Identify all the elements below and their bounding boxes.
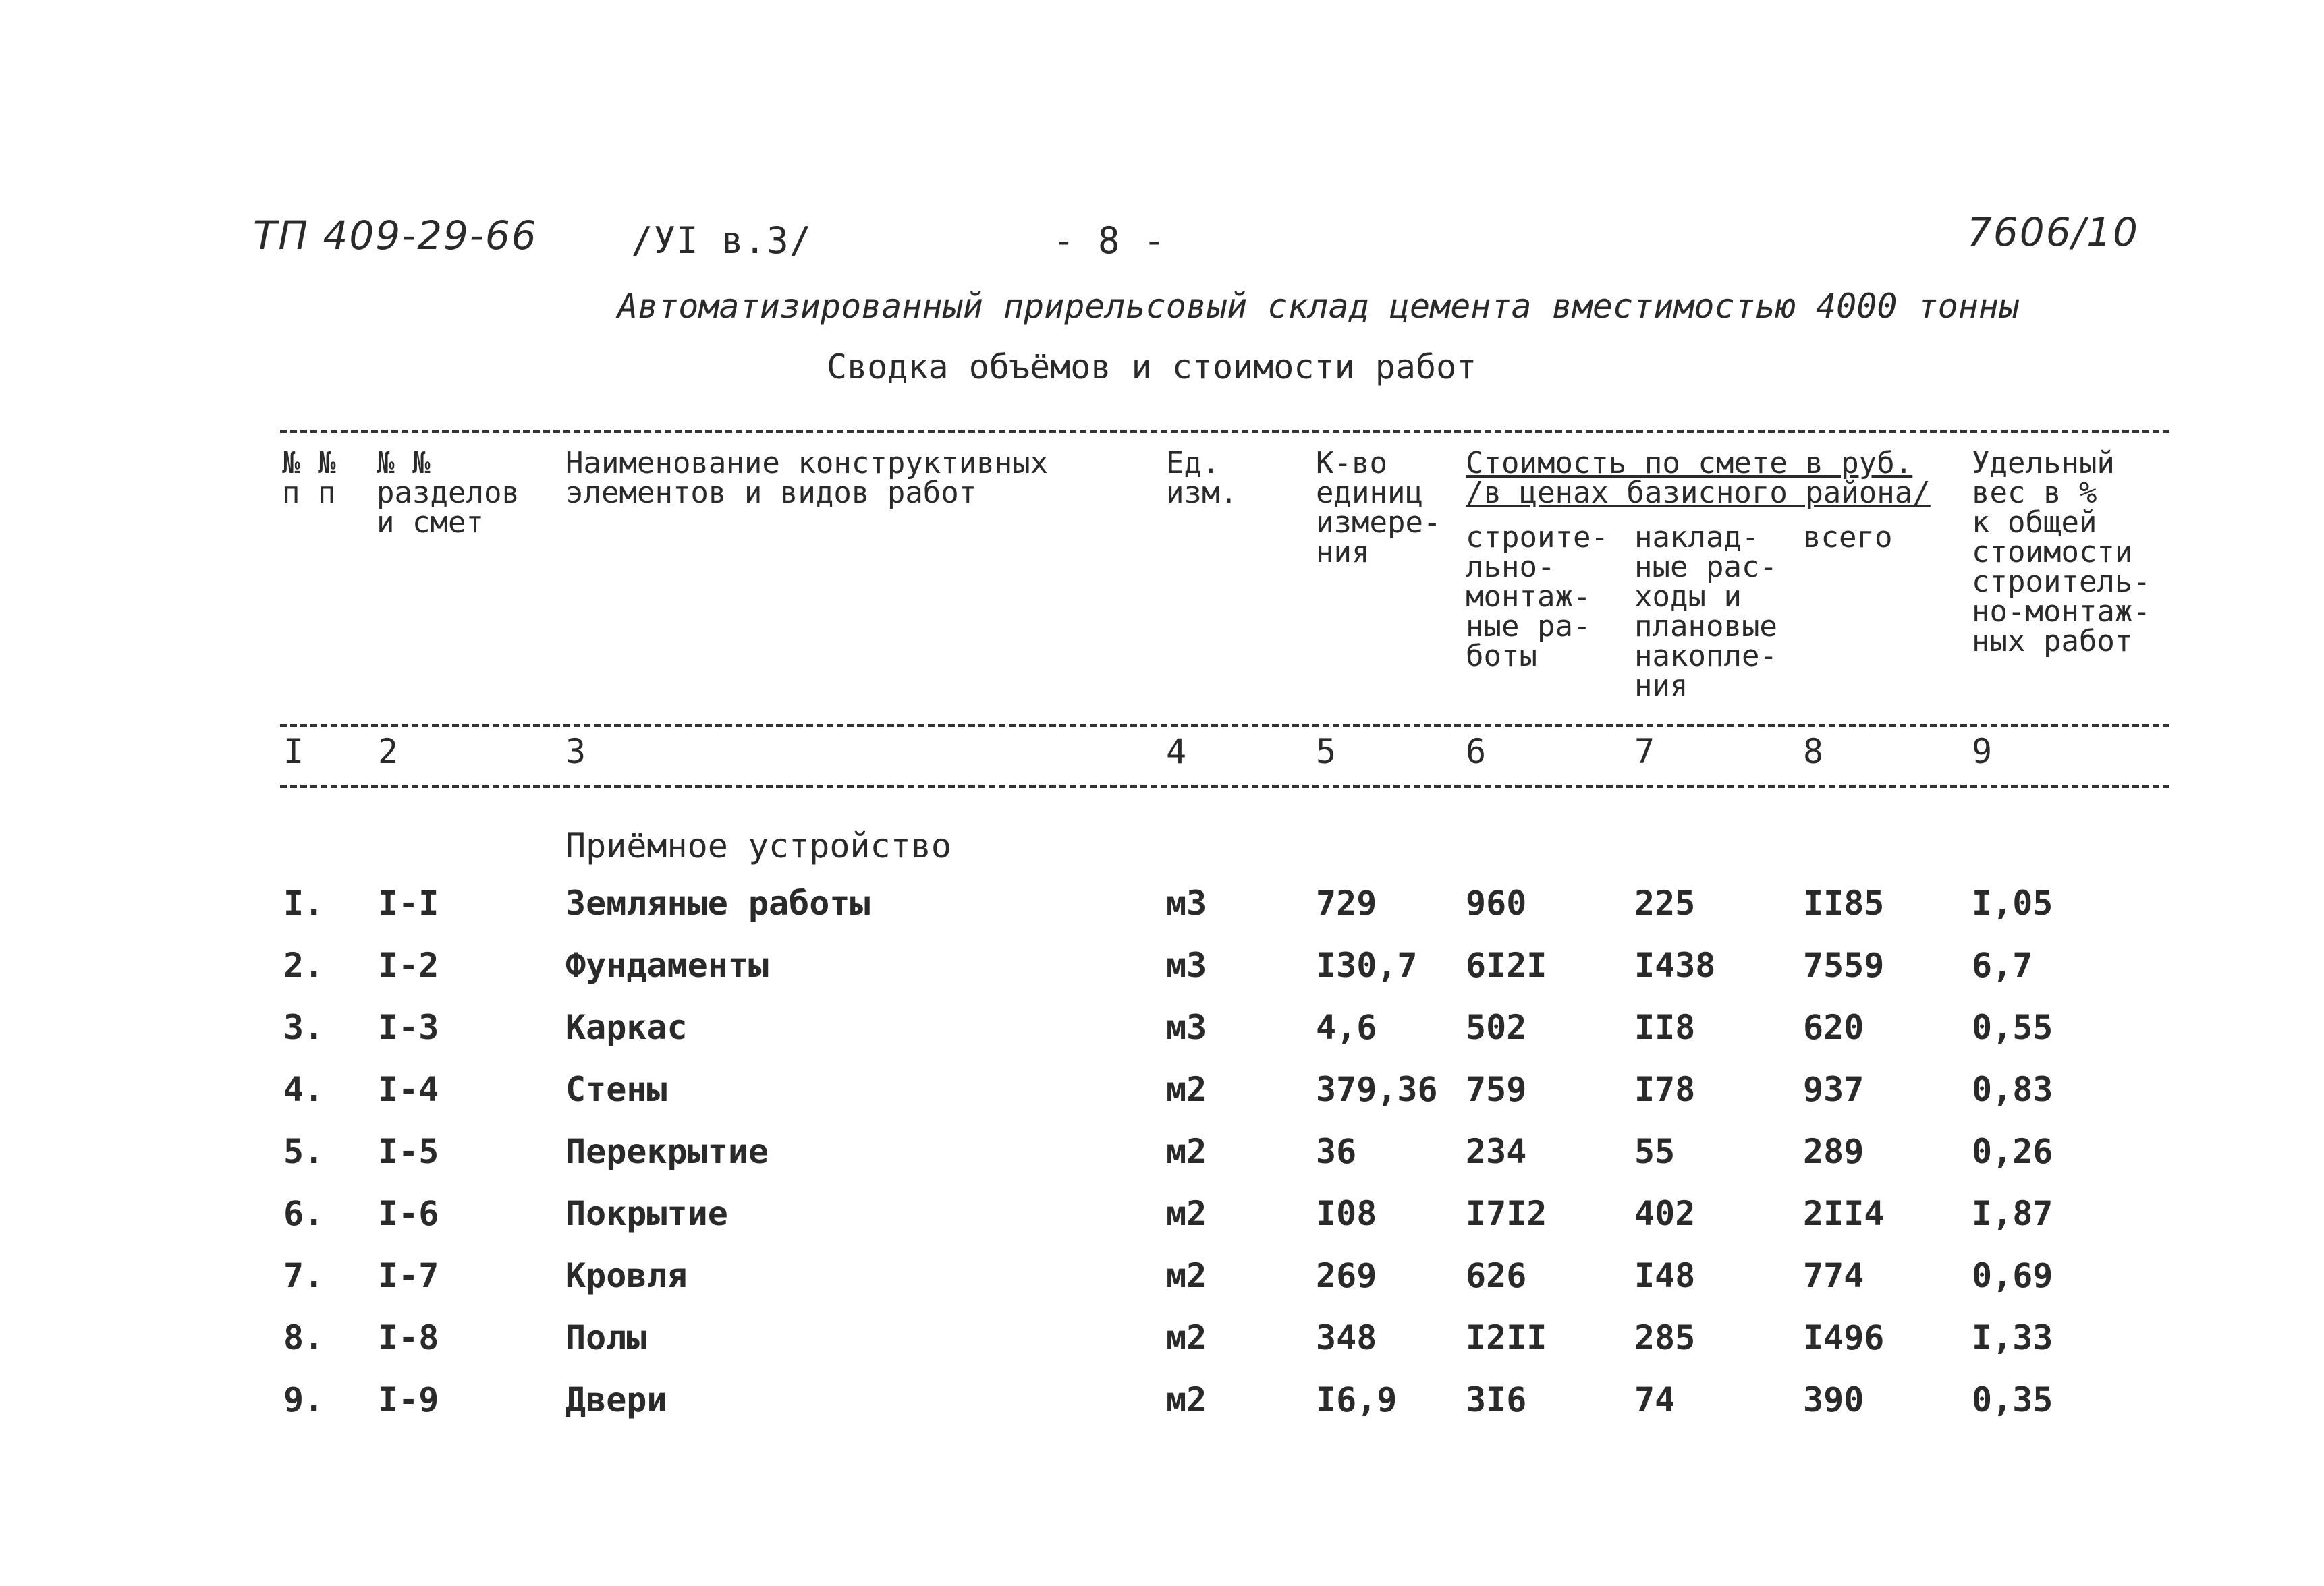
row-smr: 6I2I [1466, 946, 1547, 985]
column-number: 4 [1166, 732, 1187, 771]
row-total: 289 [1803, 1132, 1864, 1171]
header-col-5: К-во единиц измере- ния [1316, 446, 1441, 569]
row-unit: м2 [1166, 1070, 1207, 1109]
row-total: 937 [1803, 1070, 1864, 1109]
header-bottom-rule [280, 724, 2169, 727]
row-share: 0,26 [1972, 1132, 2053, 1171]
row-name: Полы [565, 1318, 647, 1357]
row-overhead: I78 [1634, 1070, 1696, 1109]
row-qty: 379,36 [1316, 1070, 1438, 1109]
column-number: 5 [1316, 732, 1337, 771]
row-total: 390 [1803, 1380, 1864, 1419]
row-total: II85 [1803, 884, 1885, 923]
row-name: Стены [565, 1070, 667, 1109]
row-share: 0,35 [1972, 1380, 2053, 1419]
header-col-4: Ед. изм. [1166, 446, 1238, 510]
row-overhead: I438 [1634, 946, 1716, 985]
row-total: 2II4 [1803, 1194, 1885, 1233]
row-number: 3. [283, 1008, 325, 1047]
column-number: 9 [1972, 732, 1993, 771]
row-number: 8. [283, 1318, 325, 1357]
row-ref: I-9 [378, 1380, 439, 1419]
column-number: 2 [378, 732, 399, 771]
row-smr: 759 [1466, 1070, 1527, 1109]
sheet-code: 7606/10 [1967, 209, 2139, 255]
row-share: 0,69 [1972, 1256, 2053, 1295]
column-number: 6 [1466, 732, 1487, 771]
row-number: 2. [283, 946, 325, 985]
row-qty: 269 [1316, 1256, 1377, 1295]
header-col-9: Удельный вес в % к общей стоимости строитель- но-монтаж- ных работ [1972, 446, 2151, 658]
row-qty: 348 [1316, 1318, 1377, 1357]
row-overhead: 285 [1634, 1318, 1696, 1357]
column-number: I [283, 732, 304, 771]
row-unit: м3 [1166, 1008, 1207, 1047]
row-ref: I-2 [378, 946, 439, 985]
row-total: 620 [1803, 1008, 1864, 1047]
column-number: 7 [1634, 732, 1655, 771]
table-row [0, 1256, 2324, 1318]
row-ref: I-7 [378, 1256, 439, 1295]
table-row [0, 1070, 2324, 1132]
row-qty: I30,7 [1316, 946, 1418, 985]
row-share: 0,83 [1972, 1070, 2053, 1109]
row-qty: 729 [1316, 884, 1377, 923]
row-name: Кровля [565, 1256, 688, 1295]
row-name: Фундаменты [565, 946, 769, 985]
header-col-3: Наименование конструктивных элементов и видов работ [565, 446, 1049, 510]
row-total: I496 [1803, 1318, 1885, 1357]
row-overhead: 402 [1634, 1194, 1696, 1233]
row-smr: 234 [1466, 1132, 1527, 1171]
row-overhead: 55 [1634, 1132, 1676, 1171]
row-share: I,87 [1972, 1194, 2053, 1233]
row-share: 0,55 [1972, 1008, 2053, 1047]
row-unit: м3 [1166, 946, 1207, 985]
table-row [0, 1380, 2324, 1442]
row-ref: I-8 [378, 1318, 439, 1357]
table-row [0, 1318, 2324, 1380]
row-share: I,05 [1972, 884, 2053, 923]
row-ref: I-4 [378, 1070, 439, 1109]
row-ref: I-I [378, 884, 439, 923]
header-col-1: № № п п [282, 446, 336, 510]
header-col-2: № № разделов и смет [377, 446, 520, 540]
row-ref: I-5 [378, 1132, 439, 1171]
row-unit: м2 [1166, 1318, 1207, 1357]
row-overhead: I48 [1634, 1256, 1696, 1295]
row-name: Двери [565, 1380, 667, 1419]
table-title: Сводка объёмов и стоимости работ [827, 347, 1477, 387]
row-overhead: 225 [1634, 884, 1696, 923]
header-col-8: всего [1803, 520, 1893, 555]
row-qty: 36 [1316, 1132, 1357, 1171]
row-total: 774 [1803, 1256, 1864, 1295]
row-number: I. [283, 884, 325, 923]
row-unit: м2 [1166, 1256, 1207, 1295]
row-smr: 626 [1466, 1256, 1527, 1295]
row-overhead: II8 [1634, 1008, 1696, 1047]
row-unit: м2 [1166, 1194, 1207, 1233]
row-smr: 3I6 [1466, 1380, 1527, 1419]
row-smr: I2II [1466, 1318, 1547, 1357]
row-ref: I-6 [378, 1194, 439, 1233]
row-number: 9. [283, 1380, 325, 1419]
table-row [0, 1008, 2324, 1070]
row-smr: 502 [1466, 1008, 1527, 1047]
table-row [0, 884, 2324, 946]
page-number: - 8 - [1053, 219, 1166, 262]
table-row [0, 946, 2324, 1008]
row-unit: м2 [1166, 1380, 1207, 1419]
row-smr: I7I2 [1466, 1194, 1547, 1233]
project-code: ТП 409-29-66 [253, 213, 538, 258]
table-row [0, 1132, 2324, 1194]
row-name: Покрытие [565, 1194, 728, 1233]
section-title: Приёмное устройство [565, 826, 951, 866]
row-smr: 960 [1466, 884, 1527, 923]
row-name: Перекрытие [565, 1132, 769, 1171]
document-title: Автоматизированный прирельсовый склад цемента вместимостью 4000 тонны [617, 287, 2020, 326]
numbers-bottom-rule [280, 785, 2169, 788]
row-overhead: 74 [1634, 1380, 1676, 1419]
row-share: I,33 [1972, 1318, 2053, 1357]
header-col-6: строите- льно- монтаж- ные ра- боты [1466, 520, 1609, 673]
row-number: 4. [283, 1070, 325, 1109]
row-qty: I6,9 [1316, 1380, 1398, 1419]
table-row [0, 1194, 2324, 1256]
column-number: 8 [1803, 732, 1824, 771]
column-number: 3 [565, 732, 586, 771]
row-share: 6,7 [1972, 946, 2033, 985]
row-unit: м3 [1166, 884, 1207, 923]
row-number: 5. [283, 1132, 325, 1171]
row-qty: 4,6 [1316, 1008, 1377, 1047]
row-name: Земляные работы [565, 884, 870, 923]
row-name: Каркас [565, 1008, 688, 1047]
table-top-rule [280, 430, 2169, 433]
row-qty: I08 [1316, 1194, 1377, 1233]
row-ref: I-3 [378, 1008, 439, 1047]
issue-label: /УI в.3/ [631, 219, 812, 262]
header-col-7: наклад- ные рас- ходы и плановые накопле- ния [1634, 520, 1777, 703]
row-number: 6. [283, 1194, 325, 1233]
row-total: 7559 [1803, 946, 1885, 985]
row-number: 7. [283, 1256, 325, 1295]
header-cost-group: Стоимость по смете в руб. /в ценах базисного района/ [1466, 446, 1931, 510]
row-unit: м2 [1166, 1132, 1207, 1171]
